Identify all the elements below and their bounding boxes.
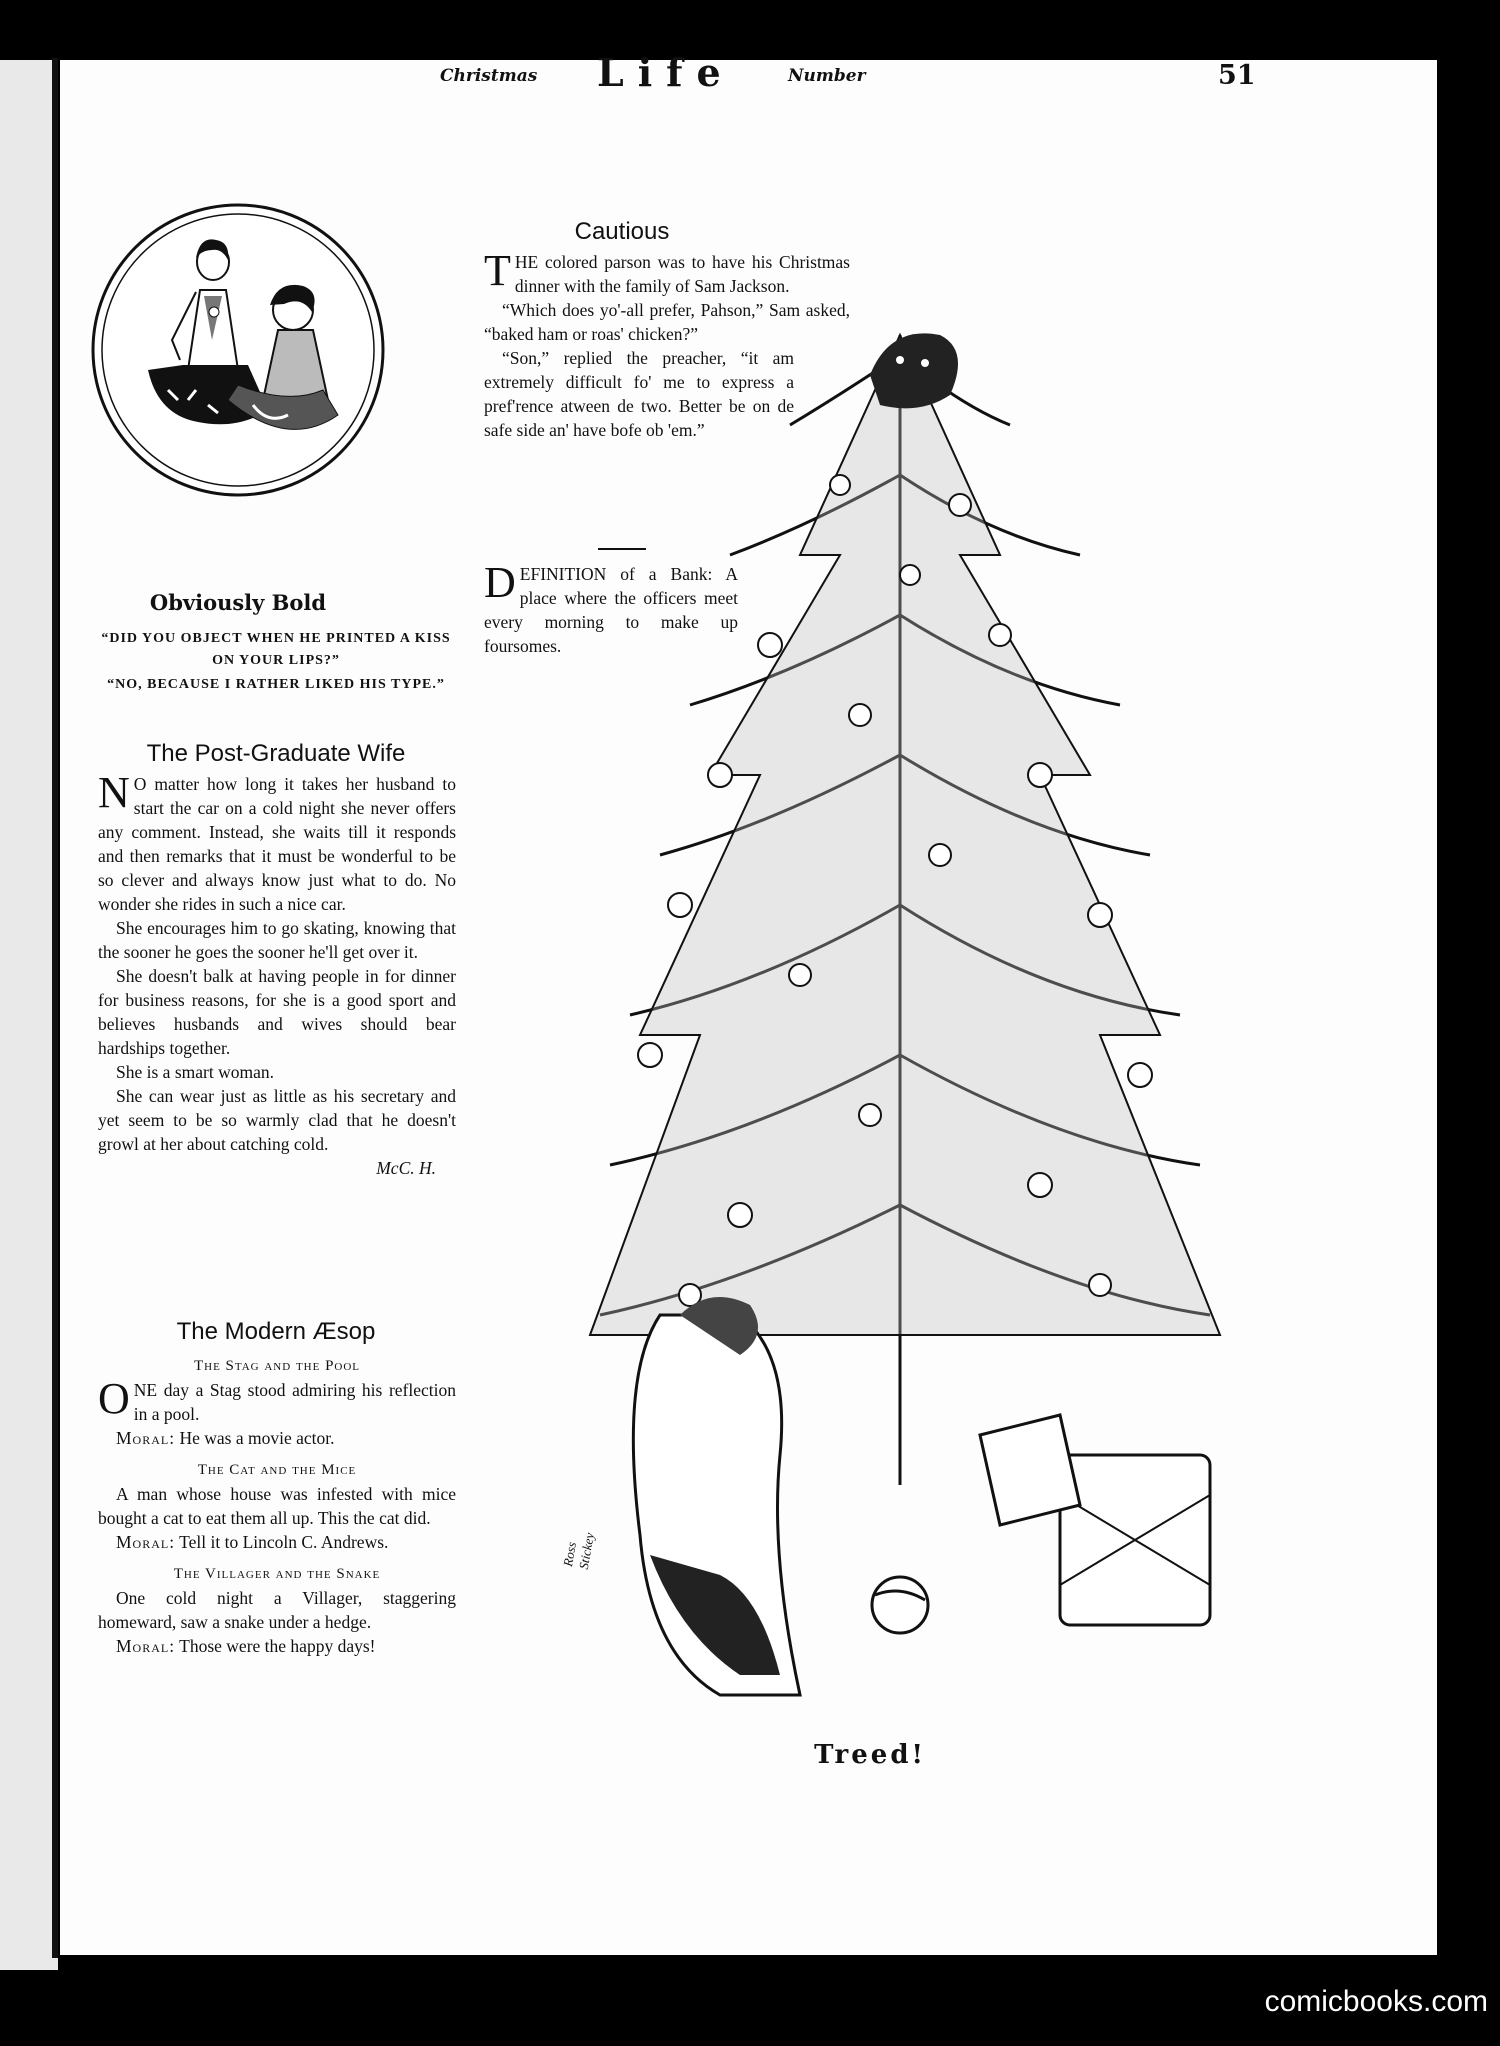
post-graduate-p5: She can wear just as little as his secretary and yet seem to be so warmly clad that he doesn't growl at her about catching cold. [98, 1086, 456, 1154]
definition-text: Bank: A place where the officers meet every morning to make up foursomes. [484, 564, 738, 656]
cartoon-title: Obviously Bold [149, 590, 327, 615]
fable1-text: NE day a Stag stood admiring his reflection in a pool. [133, 1380, 456, 1424]
book-spine [0, 60, 58, 1970]
page-number: 51 [1218, 60, 1256, 91]
fable2-moral: Tell it to Lincoln C. Andrews. [175, 1532, 389, 1552]
post-graduate-article [98, 768, 456, 1180]
fable2-text: A man whose house was infested with mice bought a cat to eat them all up. This the cat did. [98, 1484, 456, 1528]
aesop-title: The Modern Æsop [176, 1318, 376, 1345]
cautious-p3: “Son,” replied the preacher, “it am extremely difficult fo' me to express a pref'rence atween de two. Better be on de safe side an' have bofe ob 'em.” [484, 348, 794, 440]
post-graduate-p1: O matter how long it takes her husband to start the car on a cold night she never offers any comment. Instead, she waits till it responds and then remarks that it must be wonderful to be so clever and always know just what to do. No wonder she rides in such a nice car. [98, 774, 456, 914]
cautious-dropcap: T [484, 246, 511, 295]
fable2-moral-label: Moral: [116, 1532, 176, 1552]
artist-signature: Ross Stickey [560, 1531, 597, 1571]
obviously-bold-illustration [88, 200, 388, 500]
fable1-dropcap: O [98, 1374, 130, 1423]
watermark: comicbooks.com [1264, 1985, 1488, 2018]
aesop-article [98, 1354, 456, 1658]
definition-head: EFINITION of a [519, 564, 657, 584]
post-graduate-signature: McC. H. [376, 1158, 436, 1178]
fable3-moral-label: Moral: [116, 1636, 176, 1656]
cautious-title: Cautious [574, 218, 670, 245]
definition-dropcap: D [484, 558, 516, 607]
header-right-word: Number [788, 66, 866, 86]
fable1-title: The Stag and the Pool [193, 1358, 361, 1374]
tree-cartoon-caption: Treed! [814, 1740, 926, 1770]
post-graduate-p4: She is a smart woman. [116, 1062, 274, 1082]
header-left-word: Christmas [440, 66, 538, 86]
spine-edge [52, 58, 58, 1958]
cautious-p1: HE colored parson was to have his Christmas dinner with the family of Sam Jackson. [514, 252, 850, 296]
post-graduate-title: The Post-Graduate Wife [146, 740, 406, 767]
fable3-title: The Villager and the Snake [173, 1566, 381, 1582]
post-graduate-dropcap: N [98, 768, 130, 817]
fable2-title: The Cat and the Mice [197, 1462, 357, 1478]
cartoon-caption-question: “DID YOU OBJECT WHEN HE PRINTED A KISS ON YOUR LIPS?” [101, 631, 451, 668]
cartoon-caption-answer: “NO, BECAUSE I RATHER LIKED HIS TYPE.” [107, 677, 445, 692]
post-graduate-p2: She encourages him to go skating, knowing that the sooner he goes the sooner he'll get over it. [98, 918, 456, 962]
post-graduate-p3: She doesn't balk at having people in for dinner for business reasons, for she is a good sport and believes husbands and wives should bear hardships together. [98, 966, 456, 1058]
fable3-text: One cold night a Villager, staggering homeward, saw a snake under a hedge. [98, 1588, 456, 1632]
header-title: Life [597, 50, 735, 95]
treed-illustration [540, 255, 1240, 1755]
fable1-moral: He was a movie actor. [175, 1428, 335, 1448]
fable1-moral-label: Moral: [116, 1428, 176, 1448]
cautious-p2: “Which does yo'-all prefer, Pahson,” Sam asked, “baked ham or roas' chicken?” [484, 300, 850, 344]
fable3-moral: Those were the happy days! [175, 1636, 376, 1656]
